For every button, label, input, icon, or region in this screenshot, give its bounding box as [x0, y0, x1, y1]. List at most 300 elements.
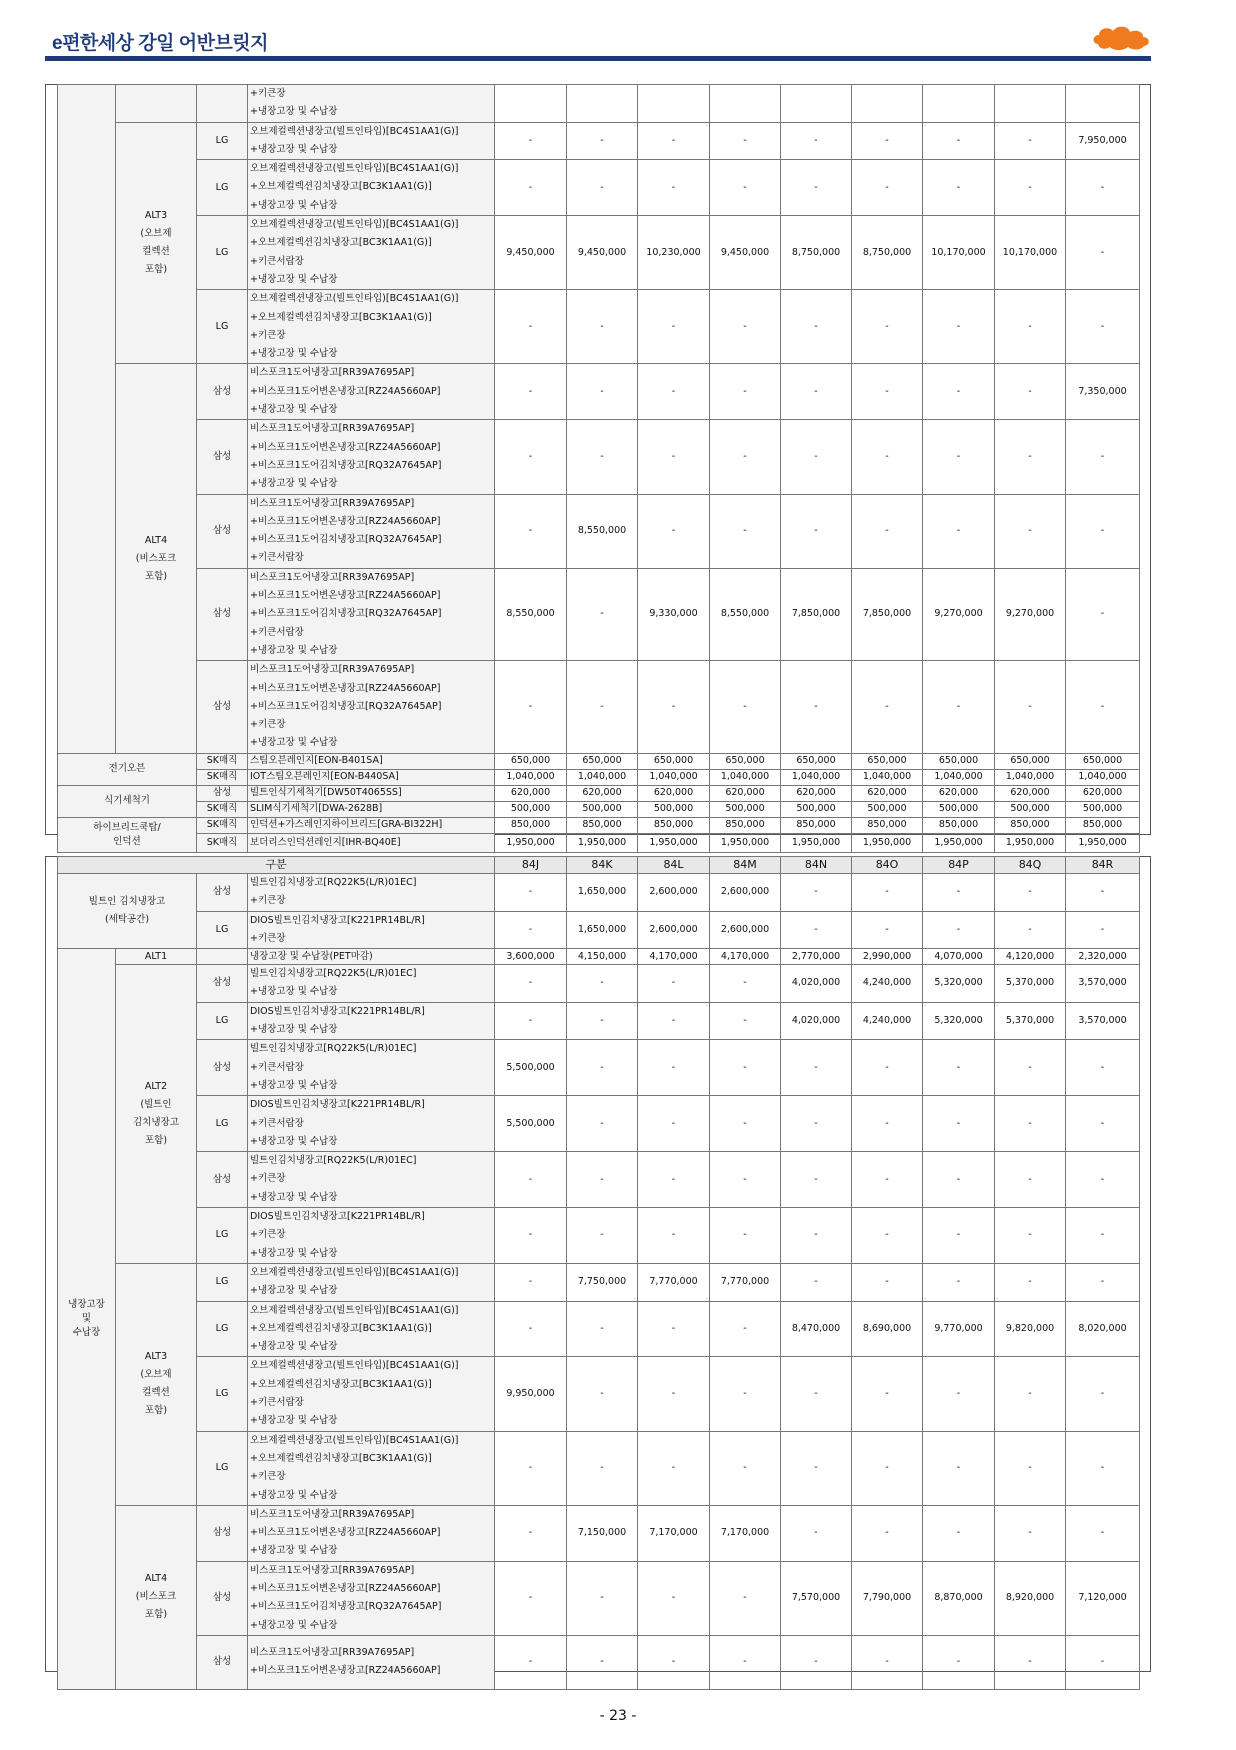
price-cell: -: [1066, 420, 1140, 494]
table-row: [58, 568, 1140, 660]
brand-cell: [197, 949, 248, 965]
price-cell: 8,750,000: [781, 216, 852, 290]
column-header: 84K: [567, 857, 638, 874]
price-cell: -: [852, 874, 923, 912]
product-description: [248, 290, 495, 364]
price-cell: -: [1066, 1635, 1140, 1689]
category-cell: 빌트인 김치냉장고 (세탁공간): [58, 874, 197, 949]
price-cell: -: [995, 420, 1066, 494]
price-cell: 7,950,000: [1066, 122, 1140, 160]
price-cell: -: [995, 1208, 1066, 1264]
price-cell: -: [781, 1263, 852, 1301]
brand-cell: 삼성: [197, 568, 248, 660]
price-cell: 620,000: [995, 785, 1066, 801]
description-line: +비스포크1도어변온냉장고[RZ24A5660AP]: [250, 682, 441, 694]
description-line: 보더리스인덕션레인지[IHR-BQ40E]: [250, 836, 401, 848]
product-description: [248, 1152, 495, 1208]
description-line: +키큰서랍장: [250, 1061, 304, 1073]
price-cell: 1,950,000: [995, 833, 1066, 852]
price-cell: 850,000: [495, 817, 567, 833]
price-cell: -: [710, 160, 781, 216]
price-cell: 500,000: [638, 801, 710, 817]
price-cell: -: [710, 661, 781, 753]
price-cell: -: [638, 1561, 710, 1635]
price-cell: -: [995, 1096, 1066, 1152]
price-cell: -: [495, 874, 567, 912]
description-line: +냉장고장 및 수납장: [250, 1341, 338, 1353]
price-cell: -: [638, 1301, 710, 1357]
price-cell: 8,550,000: [495, 568, 567, 660]
brand-cell: [197, 85, 248, 123]
description-line: +키큰장: [250, 1471, 286, 1483]
price-cell: -: [567, 661, 638, 753]
price-cell: 2,600,000: [710, 874, 781, 912]
price-cell: 5,370,000: [995, 1002, 1066, 1040]
brand-cell: LG: [197, 290, 248, 364]
price-cell: 650,000: [495, 753, 567, 769]
price-cell: [781, 85, 852, 123]
description-line: +오브제컬렉션김치냉장고[BC3K1AA1(G)]: [250, 181, 432, 193]
description-line: 빌트인식기세척기[DW50T4065SS]: [250, 787, 402, 799]
description-line: 비스포크1도어냉장고[RR39A7695AP]: [250, 571, 415, 583]
price-cell: 1,040,000: [781, 769, 852, 785]
description-line: +키큰장: [250, 1173, 286, 1185]
price-cell: -: [781, 122, 852, 160]
price-cell: 1,040,000: [567, 769, 638, 785]
price-cell: -: [852, 290, 923, 364]
price-cell: -: [710, 1357, 781, 1431]
price-cell: 620,000: [781, 785, 852, 801]
table-row: [58, 1561, 1140, 1635]
price-cell: -: [495, 1301, 567, 1357]
price-cell: -: [495, 1505, 567, 1561]
brand-cell: SK매직: [197, 753, 248, 769]
column-header: 84Q: [995, 857, 1066, 874]
description-line: 비스포크1도어냉장고[RR39A7695AP]: [250, 367, 415, 379]
price-cell: 10,170,000: [995, 216, 1066, 290]
price-cell: -: [781, 661, 852, 753]
price-cell: 650,000: [567, 753, 638, 769]
price-cell: -: [495, 1152, 567, 1208]
price-cell: -: [567, 160, 638, 216]
description-line: 냉장고장 및 수납장(PET마감): [250, 950, 373, 962]
description-line: +비스포크1도어변온냉장고[RZ24A5660AP]: [250, 1582, 441, 1594]
price-cell: -: [923, 1635, 995, 1689]
table-row: [58, 160, 1140, 216]
brand-cell: 삼성: [197, 965, 248, 1003]
price-cell: -: [923, 1096, 995, 1152]
description-line: +비스포크1도어김치냉장고[RQ32A7645AP]: [250, 534, 442, 546]
product-description: [248, 833, 495, 852]
price-cell: 650,000: [923, 753, 995, 769]
price-cell: -: [567, 1357, 638, 1431]
price-cell: 5,370,000: [995, 965, 1066, 1003]
price-cell: 9,450,000: [710, 216, 781, 290]
table-row: [58, 965, 1140, 1003]
description-line: +냉장고장 및 수납장: [250, 644, 338, 656]
price-cell: 620,000: [852, 785, 923, 801]
description-line: +냉장고장 및 수납장: [250, 1247, 338, 1259]
price-cell: -: [495, 160, 567, 216]
option-group-cell: ALT3 (오브제 컬렉션 포함): [116, 122, 197, 364]
description-line: 오브제컬렉션냉장고(빌트인타입)[BC4S1AA1(G)]: [250, 163, 459, 175]
brand-cell: 삼성: [197, 1040, 248, 1096]
description-line: +비스포크1도어변온냉장고[RZ24A5660AP]: [250, 441, 441, 453]
price-cell: -: [852, 160, 923, 216]
brand-cell: LG: [197, 1002, 248, 1040]
price-cell: -: [1066, 290, 1140, 364]
product-description: [248, 1208, 495, 1264]
price-cell: 7,770,000: [710, 1263, 781, 1301]
price-cell: 2,600,000: [710, 911, 781, 949]
price-cell: -: [852, 494, 923, 568]
price-cell: 8,920,000: [995, 1561, 1066, 1635]
price-cell: 650,000: [1066, 753, 1140, 769]
description-line: +냉장고장 및 수납장: [250, 478, 338, 490]
product-description: [248, 769, 495, 785]
price-cell: 5,500,000: [495, 1096, 567, 1152]
price-cell: 4,170,000: [710, 949, 781, 965]
description-line: +냉장고장 및 수납장: [250, 1285, 338, 1297]
table-row: [58, 874, 1140, 912]
product-description: [248, 1096, 495, 1152]
price-cell: 500,000: [1066, 801, 1140, 817]
price-cell: -: [495, 122, 567, 160]
price-cell: 4,150,000: [567, 949, 638, 965]
brand-cell: SK매직: [197, 833, 248, 852]
price-cell: 7,850,000: [781, 568, 852, 660]
table-row: [58, 216, 1140, 290]
product-description: [248, 817, 495, 833]
description-line: 비스포크1도어냉장고[RR39A7695AP]: [250, 423, 415, 435]
price-cell: -: [495, 290, 567, 364]
description-line: +오브제컬렉션김치냉장고[BC3K1AA1(G)]: [250, 237, 432, 249]
price-cell: -: [781, 1208, 852, 1264]
price-cell: 8,870,000: [923, 1561, 995, 1635]
price-cell: -: [495, 420, 567, 494]
price-cell: -: [567, 420, 638, 494]
price-cell: 7,350,000: [1066, 364, 1140, 420]
description-line: +비스포크1도어변온냉장고[RZ24A5660AP]: [250, 1527, 441, 1539]
price-cell: -: [995, 122, 1066, 160]
price-cell: -: [567, 1431, 638, 1505]
description-line: +냉장고장 및 수납장: [250, 1191, 338, 1203]
description-line: 비스포크1도어냉장고[RR39A7695AP]: [250, 664, 415, 676]
brand-cell: SK매직: [197, 801, 248, 817]
product-description: [248, 874, 495, 912]
price-cell: -: [923, 661, 995, 753]
description-line: +냉장고장 및 수납장: [250, 1415, 338, 1427]
category-cell: 냉장고장 및 수납장: [58, 949, 116, 1690]
price-cell: [567, 85, 638, 123]
price-cell: -: [923, 1357, 995, 1431]
product-description: [248, 1263, 495, 1301]
price-cell: -: [638, 1040, 710, 1096]
price-cell: -: [923, 160, 995, 216]
price-cell: -: [923, 494, 995, 568]
option-group-cell: ALT3 (오브제 컬렉션 포함): [116, 1263, 197, 1505]
description-line: +냉장고장 및 수납장: [250, 199, 338, 211]
description-line: +냉장고장 및 수납장: [250, 143, 338, 155]
price-cell: 9,450,000: [495, 216, 567, 290]
price-cell: 3,600,000: [495, 949, 567, 965]
orange-cloud-logo-icon: [1090, 22, 1152, 52]
description-line: 빌트인김치냉장고[RQ22K5(L/R)01EC]: [250, 968, 417, 980]
price-cell: 7,170,000: [710, 1505, 781, 1561]
description-line: 비스포크1도어냉장고[RR39A7695AP]: [250, 1647, 415, 1659]
product-description: [248, 216, 495, 290]
price-cell: -: [995, 1263, 1066, 1301]
price-cell: 850,000: [852, 817, 923, 833]
price-cell: -: [781, 364, 852, 420]
price-cell: 9,950,000: [495, 1357, 567, 1431]
price-cell: 500,000: [995, 801, 1066, 817]
price-cell: -: [710, 1635, 781, 1689]
price-cell: -: [995, 1431, 1066, 1505]
price-cell: 10,230,000: [638, 216, 710, 290]
price-cell: -: [567, 290, 638, 364]
price-cell: -: [1066, 911, 1140, 949]
brand-cell: 삼성: [197, 785, 248, 801]
description-line: 빌트인김치냉장고[RQ22K5(L/R)01EC]: [250, 1043, 417, 1055]
price-cell: 7,150,000: [567, 1505, 638, 1561]
price-cell: -: [852, 364, 923, 420]
brand-cell: LG: [197, 122, 248, 160]
price-cell: -: [710, 1040, 781, 1096]
price-cell: -: [567, 1096, 638, 1152]
price-cell: -: [638, 1208, 710, 1264]
table-row: [58, 833, 1140, 852]
brand-cell: LG: [197, 1208, 248, 1264]
description-line: +비스포크1도어김치냉장고[RQ32A7645AP]: [250, 1601, 442, 1613]
column-header: 84R: [1066, 857, 1140, 874]
price-cell: -: [1066, 160, 1140, 216]
price-cell: 9,770,000: [923, 1301, 995, 1357]
price-cell: -: [495, 1635, 567, 1689]
brand-cell: LG: [197, 1357, 248, 1431]
price-cell: -: [1066, 1505, 1140, 1561]
price-cell: -: [638, 1635, 710, 1689]
option-group-cell: [116, 85, 197, 123]
price-cell: -: [495, 494, 567, 568]
header-rule: [45, 56, 1151, 61]
price-cell: 1,950,000: [567, 833, 638, 852]
price-cell: 8,550,000: [710, 568, 781, 660]
table-row: [58, 1040, 1140, 1096]
price-cell: 500,000: [852, 801, 923, 817]
description-line: +냉장고장 및 수납장: [250, 737, 338, 749]
price-cell: -: [923, 911, 995, 949]
price-cell: -: [995, 1505, 1066, 1561]
price-cell: -: [995, 661, 1066, 753]
description-line: +키큰장: [250, 88, 286, 99]
price-cell: 7,770,000: [638, 1263, 710, 1301]
price-cell: 500,000: [923, 801, 995, 817]
price-cell: 7,850,000: [852, 568, 923, 660]
description-line: +키큰장: [250, 932, 286, 944]
price-cell: 1,040,000: [1066, 769, 1140, 785]
price-cell: -: [923, 1040, 995, 1096]
description-line: +냉장고장 및 수납장: [250, 404, 338, 416]
table-header-row: [58, 857, 1140, 874]
price-cell: [923, 85, 995, 123]
price-cell: -: [495, 364, 567, 420]
description-line: +비스포크1도어김치냉장고[RQ32A7645AP]: [250, 459, 442, 471]
column-header: 84P: [923, 857, 995, 874]
price-cell: -: [567, 1002, 638, 1040]
price-cell: 4,120,000: [995, 949, 1066, 965]
description-line: +키큰장: [250, 329, 286, 341]
price-cell: 1,040,000: [995, 769, 1066, 785]
column-header: 84N: [781, 857, 852, 874]
table-row: [58, 1208, 1140, 1264]
price-cell: 1,950,000: [710, 833, 781, 852]
brand-cell: SK매직: [197, 817, 248, 833]
price-cell: -: [995, 1357, 1066, 1431]
price-cell: -: [781, 911, 852, 949]
price-cell: -: [567, 1301, 638, 1357]
brand-cell: SK매직: [197, 769, 248, 785]
price-cell: -: [1066, 494, 1140, 568]
price-cell: 850,000: [995, 817, 1066, 833]
price-cell: -: [781, 1096, 852, 1152]
price-cell: 1,040,000: [710, 769, 781, 785]
price-cell: 1,950,000: [495, 833, 567, 852]
product-description: [248, 661, 495, 753]
product-description: [248, 965, 495, 1003]
option-group-cell: ALT4 (비스포크 포함): [116, 1505, 197, 1689]
table-row: [58, 753, 1140, 769]
price-cell: -: [710, 1152, 781, 1208]
price-cell: -: [567, 1152, 638, 1208]
price-cell: 9,270,000: [923, 568, 995, 660]
price-cell: -: [852, 1431, 923, 1505]
price-cell: -: [995, 1635, 1066, 1689]
brand-cell: LG: [197, 1431, 248, 1505]
price-cell: -: [495, 1002, 567, 1040]
price-cell: -: [995, 290, 1066, 364]
price-cell: -: [923, 1152, 995, 1208]
price-cell: -: [852, 420, 923, 494]
price-cell: -: [781, 290, 852, 364]
description-line: +키큰서랍장: [250, 255, 304, 267]
price-cell: 650,000: [781, 753, 852, 769]
product-description: [248, 1505, 495, 1561]
option-group-cell: ALT2 (빌트인 김치냉장고 포함): [116, 965, 197, 1264]
brand-cell: 삼성: [197, 1152, 248, 1208]
brand-cell: LG: [197, 911, 248, 949]
product-description: [248, 1040, 495, 1096]
price-cell: 2,990,000: [852, 949, 923, 965]
price-cell: 500,000: [781, 801, 852, 817]
price-cell: -: [1066, 1431, 1140, 1505]
price-cell: -: [781, 1152, 852, 1208]
table-row: [58, 801, 1140, 817]
price-cell: -: [995, 160, 1066, 216]
brand-cell: 삼성: [197, 1635, 248, 1689]
price-cell: -: [638, 661, 710, 753]
price-cell: -: [567, 965, 638, 1003]
price-cell: 8,020,000: [1066, 1301, 1140, 1357]
price-cell: -: [710, 122, 781, 160]
price-cell: -: [495, 911, 567, 949]
product-description: [248, 568, 495, 660]
description-line: +키큰서랍장: [250, 1117, 304, 1129]
price-cell: -: [852, 1096, 923, 1152]
table-row: [58, 1096, 1140, 1152]
price-cell: 7,120,000: [1066, 1561, 1140, 1635]
description-line: +비스포크1도어김치냉장고[RQ32A7645AP]: [250, 700, 442, 712]
price-cell: -: [1066, 661, 1140, 753]
price-cell: [710, 85, 781, 123]
price-cell: 620,000: [567, 785, 638, 801]
price-cell: -: [781, 1505, 852, 1561]
price-cell: -: [567, 122, 638, 160]
price-cell: -: [567, 1208, 638, 1264]
table-row: [58, 1002, 1140, 1040]
description-line: 오브제컬렉션냉장고(빌트인타입)[BC4S1AA1(G)]: [250, 1304, 459, 1316]
price-cell: -: [638, 364, 710, 420]
price-cell: 4,170,000: [638, 949, 710, 965]
price-cell: -: [1066, 1357, 1140, 1431]
price-cell: 7,750,000: [567, 1263, 638, 1301]
description-line: +오브제컬렉션김치냉장고[BC3K1AA1(G)]: [250, 311, 432, 323]
price-cell: 8,750,000: [852, 216, 923, 290]
price-cell: -: [995, 364, 1066, 420]
price-cell: -: [567, 568, 638, 660]
price-cell: 5,320,000: [923, 965, 995, 1003]
description-line: +키큰서랍장: [250, 626, 304, 638]
price-cell: 9,450,000: [567, 216, 638, 290]
brand-cell: LG: [197, 160, 248, 216]
price-cell: -: [638, 965, 710, 1003]
price-cell: -: [710, 1208, 781, 1264]
description-line: +냉장고장 및 수납장: [250, 106, 338, 118]
price-cell: -: [852, 1635, 923, 1689]
price-cell: -: [638, 1431, 710, 1505]
price-cell: -: [781, 1431, 852, 1505]
brand-cell: 삼성: [197, 1561, 248, 1635]
price-cell: -: [710, 364, 781, 420]
table-row: [58, 1301, 1140, 1357]
price-cell: 500,000: [495, 801, 567, 817]
price-cell: -: [495, 965, 567, 1003]
description-line: 비스포크1도어냉장고[RR39A7695AP]: [250, 497, 415, 509]
price-cell: -: [710, 965, 781, 1003]
description-line: +오브제컬렉션김치냉장고[BC3K1AA1(G)]: [250, 1452, 432, 1464]
price-cell: -: [710, 1561, 781, 1635]
description-line: +냉장고장 및 수납장: [250, 1024, 338, 1036]
description-line: DIOS빌트인김치냉장고[K221PR14BL/R]: [250, 1211, 425, 1223]
price-cell: -: [852, 911, 923, 949]
product-description: [248, 1561, 495, 1635]
description-line: DIOS빌트인김치냉장고[K221PR14BL/R]: [250, 1005, 425, 1017]
description-line: +냉장고장 및 수납장: [250, 986, 338, 998]
description-line: 오브제컬렉션냉장고(빌트인타입)[BC4S1AA1(G)]: [250, 125, 459, 137]
price-cell: [852, 85, 923, 123]
price-cell: 620,000: [495, 785, 567, 801]
price-cell: -: [923, 364, 995, 420]
description-line: +비스포크1도어변온냉장고[RZ24A5660AP]: [250, 590, 441, 602]
price-cell: -: [638, 1002, 710, 1040]
description-line: 오브제컬렉션냉장고(빌트인타입)[BC4S1AA1(G)]: [250, 293, 459, 305]
column-header: 84L: [638, 857, 710, 874]
description-line: +오브제컬렉션김치냉장고[BC3K1AA1(G)]: [250, 1378, 432, 1390]
price-cell: -: [781, 1357, 852, 1431]
price-cell: 620,000: [710, 785, 781, 801]
price-cell: 8,550,000: [567, 494, 638, 568]
product-description: [248, 801, 495, 817]
